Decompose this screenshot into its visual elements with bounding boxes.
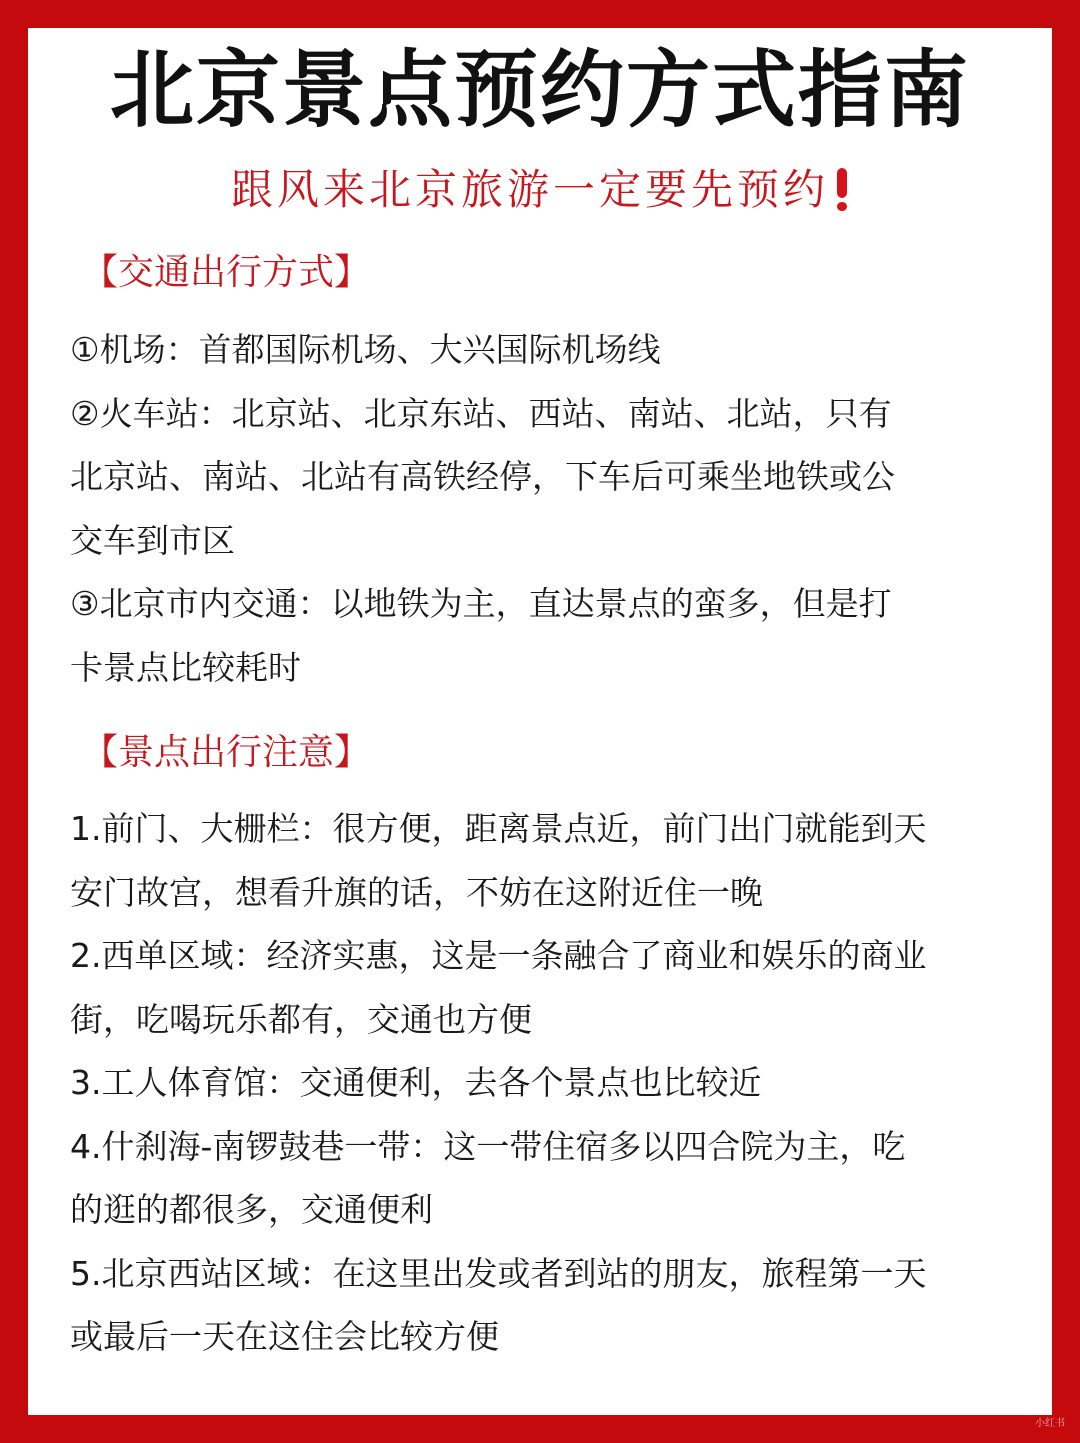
subtitle-text: 跟风来北京旅游一定要先预约 (230, 165, 829, 214)
list-item: ②火车站：北京站、北京东站、西站、南站、北站，只有 (70, 393, 892, 433)
watermark: 小红书 (1035, 1418, 1065, 1429)
list-item: 2.西单区域：经济实惠，这是一条融合了商业和娱乐的商业 (70, 936, 927, 975)
list-item: ③北京市内交通：以地铁为主，直达景点的蛮多，但是打 (70, 584, 892, 623)
transport-list (70, 318, 1030, 699)
attractions-list (70, 797, 1030, 1369)
exclamation-icon (835, 168, 849, 210)
list-item: 5.北京西站区域：在这里出发或者到站的朋友，旅程第一天 (70, 1253, 927, 1293)
list-item: 安门故宫，想看升旗的话，不妨在这附近住一晚 (70, 872, 763, 912)
section-heading-transport: 【交通出行方式】 (82, 252, 371, 293)
list-item: 或最后一天在这住会比较方便 (70, 1317, 499, 1356)
list-item: 北京站、南站、北站有高铁经停，下车后可乘坐地铁或公 (70, 457, 895, 496)
page-title: 北京景点预约方式指南 (109, 41, 970, 139)
list-item: 3.工人体育馆：交通便利，去各个景点也比较近 (70, 1063, 762, 1102)
list-item: 的逛的都很多，交通便利 (70, 1190, 433, 1229)
list-item: 4.什刹海-南锣鼓巷一带：这一带住宿多以四合院为主，吃 (70, 1126, 906, 1166)
list-item: 交车到市区 (70, 520, 235, 560)
section-heading-attractions: 【景点出行注意】 (82, 732, 371, 773)
list-item: 1.前门、大栅栏：很方便，距离景点近，前门出门就能到天 (70, 809, 927, 848)
page-subtitle (0, 160, 1080, 220)
list-item: ①机场：首都国际机场、大兴国际机场线 (70, 330, 661, 369)
list-item: 街，吃喝玩乐都有，交通也方便 (70, 999, 532, 1039)
list-item: 卡景点比较耗时 (70, 647, 301, 687)
